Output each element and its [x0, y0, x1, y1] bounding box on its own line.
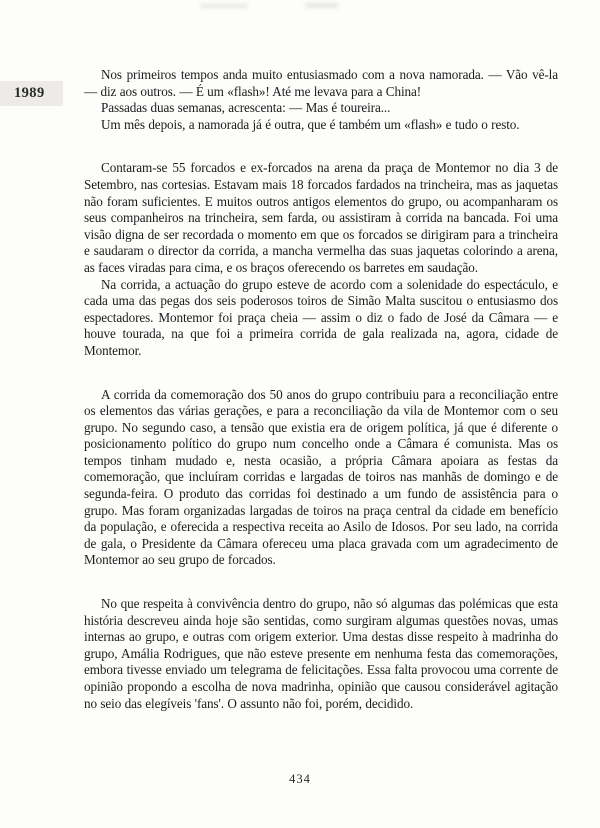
- text-section: [84, 67, 558, 133]
- paragraph: Um mês depois, a namorada já é outra, que é também um «flash» e tudo o resto.: [101, 116, 520, 132]
- scan-smudge: [200, 4, 248, 8]
- paragraph: Passadas duas semanas, acrescenta: — Mas é toureira...: [101, 100, 391, 116]
- paragraph: Nos primeiros tempos anda muito entusiasmado com a nova namorada. — Vão vê-la — diz aos outros. — É um «flash»! Até me levava para a China!: [84, 67, 558, 99]
- margin-year-label: 1989: [14, 85, 45, 101]
- paragraph: Contaram-se 55 forcados e ex-forcados na arena da praça de Montemor no dia 3 de Setembro, nas cortesias. Estavam mais 18 forcados fardados na trincheira, mas as jaquetas não foram suficientes. E muitos outros antigos elementos do grupo, ou acompanharam os seus companheiros na trincheira, sem farda, ou assistiram à corrida na bancada. Foi uma visão digna de ser recordada o momento em que os forcados se dirigiram para a trincheira e saudaram o director da corrida, a mancha vermelha das suas jaquetas colorindo a arena, as faces viradas para cima, e os braços oferecendo os barretes em saudação.: [84, 160, 558, 275]
- paragraph: A corrida da comemoração dos 50 anos do grupo contribuiu para a reconciliação entre os elementos das várias gerações, e para a reconciliação da vila de Montemor com o seu grupo. No segundo caso, a tensão que existia era de origem política, já que é diferente o posicionamento político do grupo num concelho onde a Câmara é comunista. Mas os tempos tinham mudado e, nesta ocasião, a própria Câmara apoiara as festas da comemoração, que incluíram corridas e largadas de toiros nas manhãs de domingo e de segunda-feira. O produto das corridas foi destinado a um fundo de assistência para o grupo. Mas foram organizadas largadas de toiros na praça central da cidade em benefício da população, e oferecida a respectiva receita ao Asilo de Idosos. Por seu lado, na corrida de gala, o Presidente da Câmara ofereceu uma placa gravada com um agradecimento de Montemor ao seu grupo de forcados.: [84, 386, 558, 568]
- text-section: [84, 596, 558, 712]
- paragraph: No que respeita à convivência dentro do grupo, não só algumas das polémicas que esta história descreveu ainda hoje são sentidas, como surgiram algumas questões novas, umas internas ao grupo, e outras com origem exterior. Uma destas disse respeito à madrinha do grupo, Amália Rodrigues, que não esteve presente em nenhuma festa das comemorações, embora tivesse enviado um telegrama de felicitações. Essa falta provocou uma corrente de opinião propondo a escolha de nova madrinha, opinião que causou considerável agitação no seio das elegíveis 'fans'. O assunto não foi, porém, decidido.: [84, 596, 558, 711]
- text-section: [84, 387, 558, 570]
- page-number: 434: [289, 772, 311, 786]
- paragraph: Na corrida, a actuação do grupo esteve de acordo com a solenidade do espectáculo, e cada uma das pegas dos seis poderosos toiros de Simão Malta suscitou o entusiasmo dos espectadores. Montemor foi praça cheia — assim o diz o fado de José da Câmara — e houve tourada, na que foi a primeira corrida de gala realizada na, agora, cidade de Montemor.: [84, 276, 558, 358]
- text-column: [84, 67, 558, 712]
- scan-smudge: [305, 3, 339, 8]
- margin-year-tab: [0, 81, 63, 106]
- text-section: [84, 160, 558, 359]
